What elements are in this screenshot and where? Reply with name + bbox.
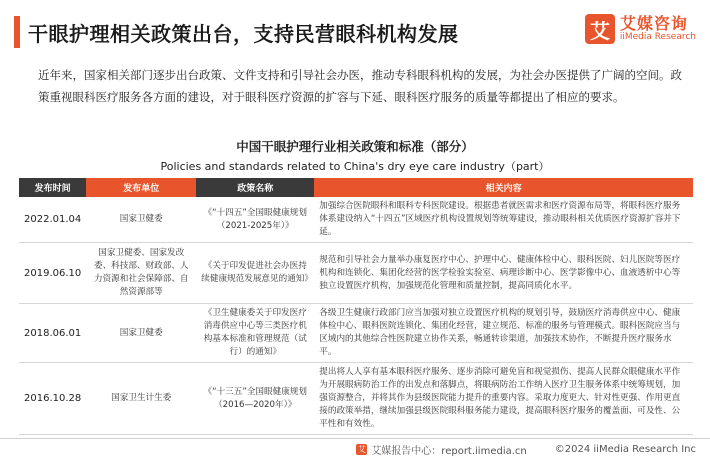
cell-policy-name: 《“十四五”全国眼健康规划（2021-2025年）》 [196, 197, 314, 243]
cell-policy-name: 《“十三五”全国眼健康规划（2016—2020年）》 [196, 363, 314, 435]
cell-date: 2016.10.28 [19, 363, 86, 435]
cell-date: 2022.01.04 [19, 197, 86, 243]
policy-table [19, 178, 693, 435]
iimedia-logo [585, 14, 696, 44]
table-row [19, 197, 693, 243]
logo-mark-icon: 艾 [585, 14, 615, 44]
table-title-en: Policies and standards related to China's dry eye care industry（part） [160, 160, 550, 173]
header-date: 发布时间 [19, 178, 86, 197]
footer-copyright: ©2024 iiMedia Research Inc [554, 444, 696, 455]
cell-policy-name: 《卫生健康委关于印发医疗消毒供应中心等三类医疗机构基本标准和管理规范（试行）的通知》 [196, 304, 314, 363]
page-title: 干眼护理相关政策出台，支持民营眼科机构发展 [28, 21, 459, 46]
footer-divider [0, 438, 710, 439]
intro-paragraph: 近年来，国家相关部门逐步出台政策、文件支持和引导社会办医，推动专科眼科机构的发展，为社会办医提供了广阔的空间。政策重视眼科医疗服务各方面的建设，对于眼科医疗资源的扩容与下延、眼科医疗服务的质量等都提出了相应的要求。 [38, 68, 682, 104]
cell-date: 2018.06.01 [19, 304, 86, 363]
report-center-icon: 艾 [357, 445, 366, 454]
cell-dept: 国家卫健委、国家发改委、科技部、财政部、人力资源和社会保障部、自然资源部等 [86, 243, 196, 304]
page-title-bar [14, 16, 459, 48]
cell-dept: 国家卫生计生委 [86, 363, 196, 435]
logo-name-cn: 艾媒咨询 [619, 14, 688, 34]
title-accent-bar [14, 16, 20, 48]
footer [356, 442, 696, 457]
header-dept: 发布单位 [86, 178, 196, 197]
cell-content: 加强综合医院眼科和眼科专科医院建设。根据患者就医需求和医疗资源布局等，将眼科医疗服务体系建设纳入“十四五”区域医疗机构设置规划等统筹建设，推动眼科相关优质医疗资源扩容并下延。 [314, 197, 693, 243]
logo-name-en: iiMedia Research [619, 31, 696, 42]
cell-content: 各级卫生健康行政部门应当加强对独立设置医疗机构的规划引导，鼓励医疗消毒供应中心、健康体检中心、眼科医院连锁化、集团化经营，建立规范、标准的服务与管理模式。眼科医院应当与区域内的其他综合性医院建立协作关系，畅通转诊渠道，加强技术协作，不断提升医疗服务水平。 [314, 304, 693, 363]
table-row [19, 363, 693, 435]
cell-content: 提出将人人享有基本眼科医疗服务、逐步消除可避免盲和视觉损伤、提高人民群众眼健康水平作为开展眼病防治工作的出发点和落脚点，将眼病防治工作纳入医疗卫生服务体系中统筹规划，加强资源整合，并将其作为县级医院能力提升的重要内容。采取力度更大、针对性更强、作用更直接的政策举措，继续加强县级医院眼科服务能力建设，提高眼科医疗服务的覆盖面、可及性、公平性和有效性。 [314, 363, 693, 435]
table-row [19, 243, 693, 304]
cell-dept: 国家卫健委 [86, 304, 196, 363]
table-title-cn: 中国干眼护理行业相关政策和标准（部分） [236, 139, 474, 154]
cell-content: 规范和引导社会力量举办康复医疗中心、护理中心、健康体检中心、眼科医院、妇儿医院等医疗机构和连锁化、集团化经营的医学检验实验室、病理诊断中心、医学影像中心、血液透析中心等独立设置医疗机构，加强规范化管理和质量控制，提高同质化水平。 [314, 243, 693, 304]
cell-date: 2019.06.10 [19, 243, 86, 304]
cell-dept: 国家卫健委 [86, 197, 196, 243]
header-content: 相关内容 [314, 178, 693, 197]
table-header-row [19, 178, 693, 197]
header-policy-name: 政策名称 [196, 178, 314, 197]
footer-source: 艾媒报告中心：report.iimedia.cn [371, 446, 527, 457]
table-row [19, 304, 693, 363]
cell-policy-name: 《关于印发促进社会办医持续健康规范发展意见的通知》 [196, 243, 314, 304]
